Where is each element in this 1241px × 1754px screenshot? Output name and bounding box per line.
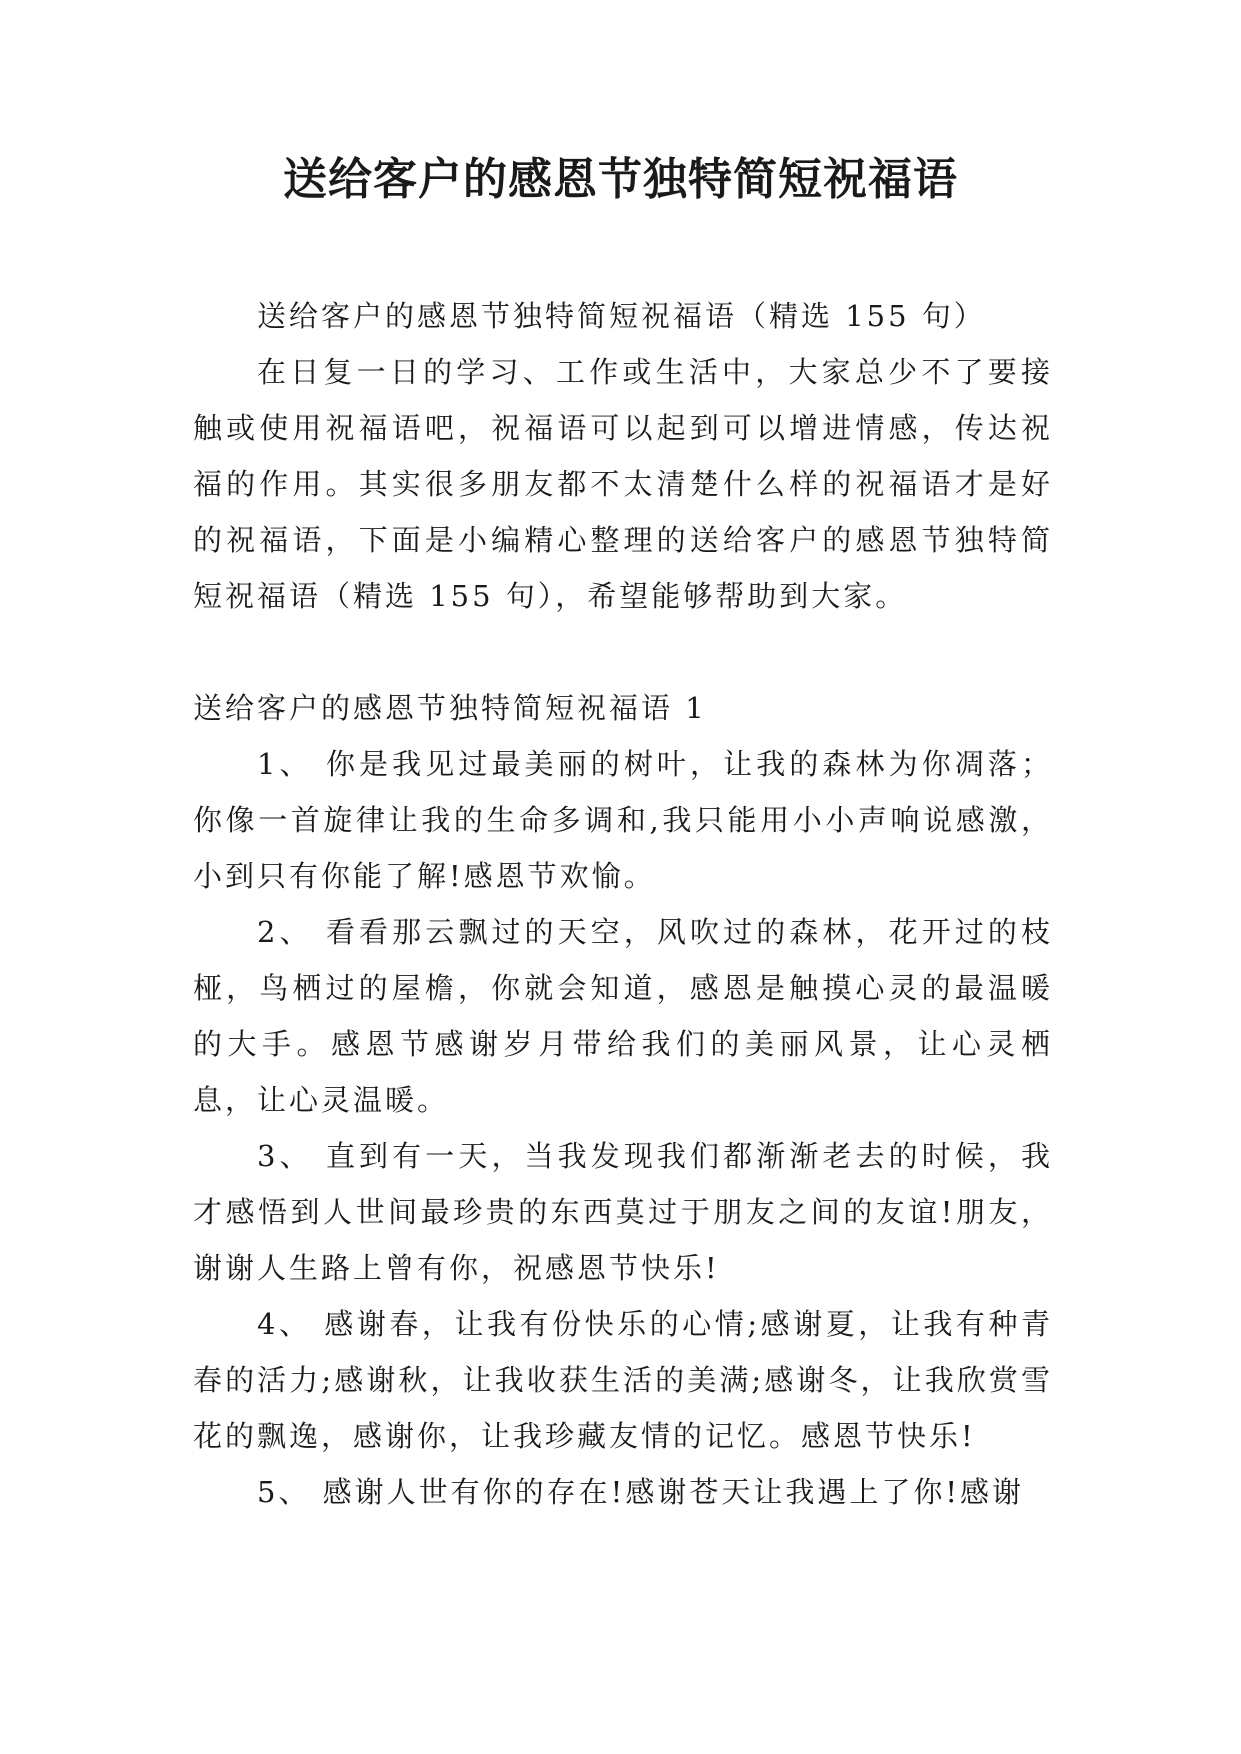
section-heading: 送给客户的感恩节独特简短祝福语 1	[193, 691, 707, 725]
intro-paragraph: 在日复一日的学习、工作或生活中，大家总少不了要接触或使用祝福语吧，祝福语可以起到可以增进情感，传达祝福的作用。其实很多朋友都不太清楚什么样的祝福语才是好的祝福语，下面是小编精心整理的送给客户的感恩节独特简短祝福语（精选 155 句），希望能够帮助到大家。	[193, 355, 1053, 613]
document-title: 送给客户的感恩节独特简短祝福语	[283, 154, 958, 205]
document-subtitle: 送给客户的感恩节独特简短祝福语（精选 155 句）	[257, 299, 986, 333]
list-item: 2、 看看那云飘过的天空，风吹过的森林，花开过的枝桠，鸟栖过的屋檐，你就会知道，感恩是触摸心灵的最温暖的大手。感恩节感谢岁月带给我们的美丽风景，让心灵栖息，让心灵温暖。	[193, 915, 1053, 1117]
list-item: 4、 感谢春，让我有份快乐的心情;感谢夏，让我有种青春的活力;感谢秋，让我收获生活的美满;感谢冬，让我欣赏雪花的飘逸，感谢你，让我珍藏友情的记忆。感恩节快乐!	[193, 1307, 1053, 1453]
list-item: 5、 感谢人世有你的存在!感谢苍天让我遇上了你!感谢	[257, 1475, 1024, 1509]
section-spacer	[193, 624, 1053, 680]
document-body	[193, 288, 1053, 1520]
list-item: 3、 直到有一天，当我发现我们都渐渐老去的时候，我才感悟到人世间最珍贵的东西莫过于朋友之间的友谊!朋友，谢谢人生路上曾有你，祝感恩节快乐!	[193, 1139, 1053, 1285]
list-item: 1、 你是我见过最美丽的树叶，让我的森林为你凋落；你像一首旋律让我的生命多调和,我只能用小小声响说感激，小到只有你能了解!感恩节欢愉。	[193, 747, 1053, 893]
